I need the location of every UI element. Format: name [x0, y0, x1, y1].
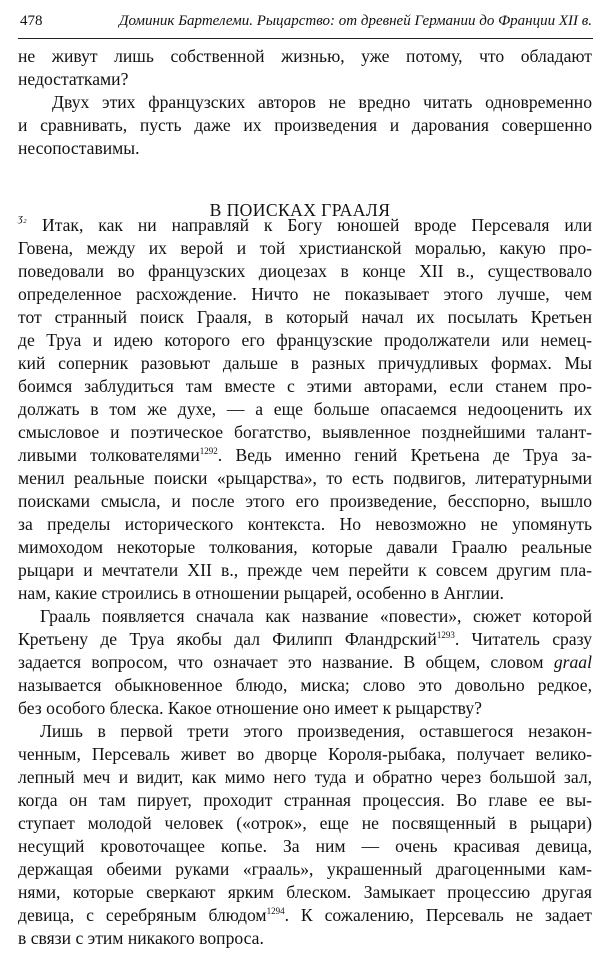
text-line: несопоставимы. — [18, 138, 140, 159]
text-line: определенное расхождение. Ничто не показывает этого лучше, чем — [18, 283, 592, 304]
text-line: ступает молодой человек («отрок», еще не посвященный в рыцари) — [18, 812, 592, 833]
running-head — [20, 8, 592, 34]
paragraph-1 — [18, 45, 592, 91]
running-title: Доминик Бартелеми. Рыцарство: от древней Германии до Франции XII в. — [118, 13, 592, 29]
text-line: менил реальные поиски «рыцарства», то есть подвигов, литературными — [18, 468, 592, 488]
text-line: де Труа и идею которого его французские продолжатели или немец- — [18, 329, 592, 350]
footnote-ref-1292[interactable]: 1292 — [199, 445, 218, 456]
text-line: Говена, между их верой и той христианской моралью, какую про- — [18, 237, 592, 258]
text-line: ченным, Персеваль живет во дворце Короля-рыбака, получает велико- — [18, 743, 592, 764]
text-line: боимся заблудиться там вместе с этими авторами, если станем про- — [18, 375, 592, 396]
text-line: тот странный поиск Грааля, в который начал их посылать Кретьен — [18, 306, 592, 327]
text-fragment: девица, с серебряным блюдом — [18, 904, 267, 925]
paragraph-5 — [18, 720, 592, 950]
text-line: нам, какие строились в отношении рыцарей, особенно в Англии. — [18, 583, 504, 604]
text-line: и сравнивать, пусть даже их произведения и дарования совершенно — [18, 115, 592, 135]
italic-term: graal — [553, 652, 592, 673]
text-line: Грааль появляется сначала как название «повести», сюжет которой — [40, 606, 592, 627]
text-line: Двух этих французских авторов не вредно читать одновременно — [52, 91, 592, 112]
text-line — [18, 651, 592, 674]
text-line: за пределы исторического контекста. Но невозможно не упомянуть — [18, 514, 592, 535]
paragraph-2 — [18, 91, 592, 160]
text-line: поисками смысла, и после этого его произведение, бесспорно, вышло — [18, 491, 592, 512]
text-line: когда он там пирует, проходит странная процессия. Во главе ее вы- — [18, 789, 592, 810]
text-line: должать в том же духе, — а еще больше опасаемся недооценить их — [18, 398, 592, 419]
text-line: поведовали во французских диоцезах в конце XII в., существовало — [18, 260, 592, 281]
text-line: Лишь в первой трети этого произведения, оставшегося незакон- — [40, 720, 592, 741]
text-line — [18, 904, 592, 927]
text-line: нями, которые сверкают ярким блеском. Замыкает процессию другая — [18, 881, 592, 902]
text-fragment: . Ведь именно гений Кретьена де Труа за- — [217, 444, 592, 465]
text-line: кий соперник разовьют дальше в разных причудливых формах. Мы — [18, 352, 592, 373]
text-line: называется обыкновенное блюдо, миска; слово это довольно редкое, — [18, 675, 592, 696]
text-line — [18, 628, 592, 651]
text-fragment: задается вопросом, что означает это название. В общем, словом — [18, 652, 544, 673]
text-line: не живут лишь собственной жизнью, уже потому, что обладают — [18, 45, 592, 66]
footnote-ref-1293[interactable]: 1293 — [436, 630, 455, 641]
text-line: лепный меч и видит, как мимо него туда и обратно через большой зал, — [18, 766, 592, 787]
page-number: 478 — [20, 13, 43, 29]
text-line: недостатками? — [18, 68, 129, 89]
paragraph-4 — [18, 605, 592, 720]
text-line: в связи с этим никакого вопроса. — [18, 927, 264, 948]
text-line: несущий кровоточащее копье. За ним — очень красивая девица, — [18, 835, 592, 856]
text-line: рыцари и мечтатели XII в., прежде чем перейти к совсем другим пла- — [18, 560, 592, 581]
header-rule — [18, 38, 593, 39]
text-line — [18, 444, 592, 467]
text-line: смысловое и поэтическое богатство, выявленное позднейшими талант- — [18, 421, 592, 442]
paragraph-3 — [18, 214, 592, 605]
footnote-ref-1294[interactable]: 1294 — [266, 905, 285, 916]
section-heading: В ПОИСКАХ ГРААЛЯ — [209, 200, 391, 220]
text-fragment: . Читатель сразу — [454, 629, 592, 650]
text-line: без особого блеска. Какое отношение оно имеет к рыцарству? — [18, 698, 482, 719]
text-fragment: Кретьену де Труа якобы дал Филипп Фландрский — [18, 629, 437, 650]
text-fragment: ливыми толкователями — [18, 444, 200, 465]
text-line: держащая обеими руками «грааль», украшенный драгоценными кам- — [18, 858, 592, 879]
ornament-mark: ʒ₂ — [18, 212, 27, 224]
text-fragment: . К сожалению, Персеваль не задает — [284, 904, 592, 925]
text-line: мимоходом некоторые толкования, которые давали Граалю реальные — [18, 537, 592, 558]
text-line: Итак, как ни направляй к Богу юношей вроде Персеваля или — [42, 214, 592, 235]
